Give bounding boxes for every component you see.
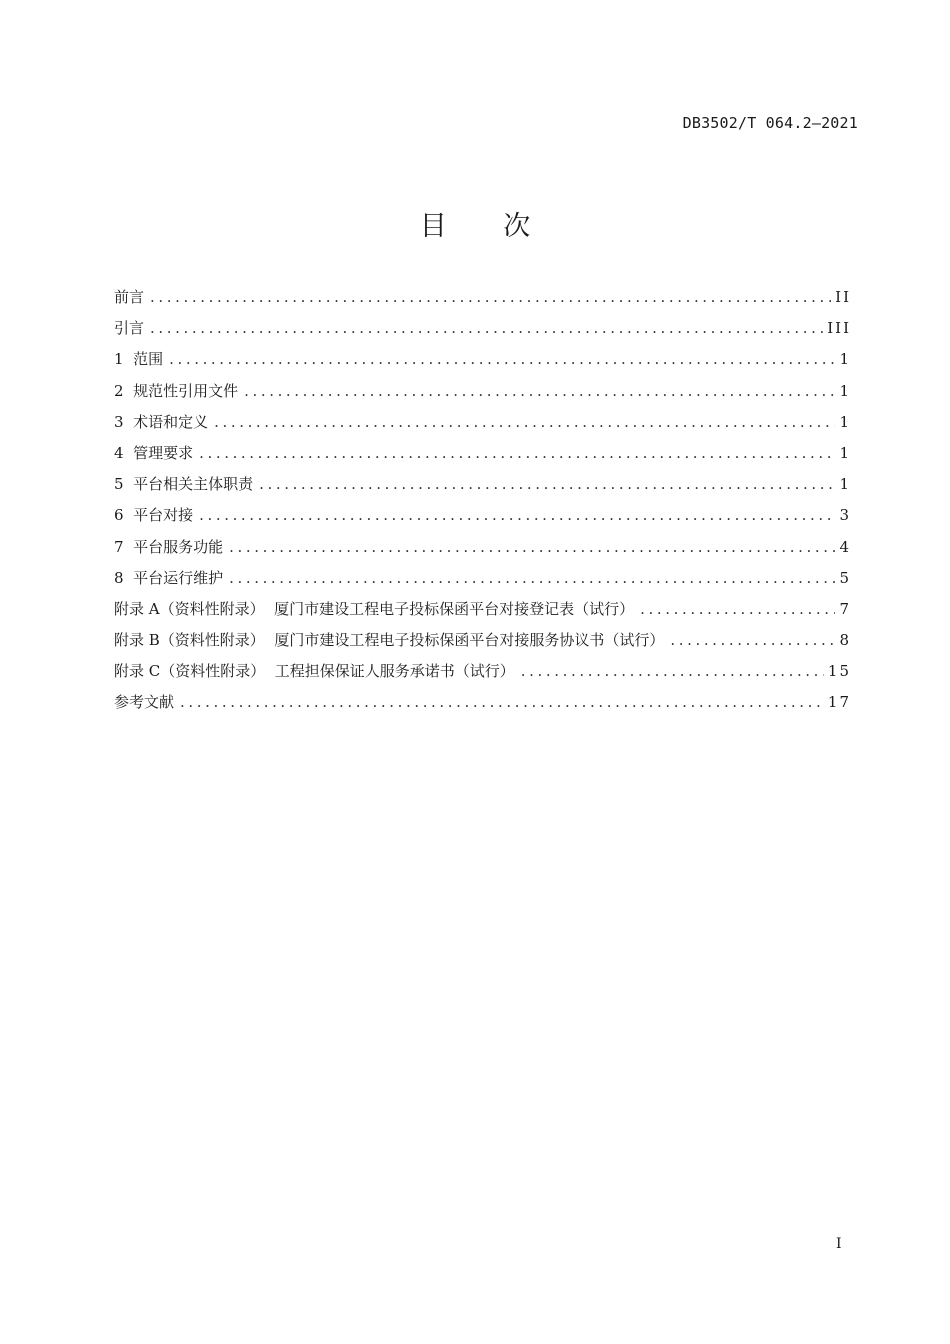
- toc-entry[interactable]: [114, 536, 851, 567]
- toc-entry-page: 1: [839, 381, 851, 400]
- toc-entry-page: 5: [839, 568, 851, 587]
- toc-entry[interactable]: [114, 411, 851, 442]
- table-of-contents: [114, 286, 851, 723]
- toc-dot-leader: [640, 600, 835, 618]
- toc-dot-leader: [670, 631, 835, 649]
- toc-entry[interactable]: [114, 317, 851, 348]
- toc-entry[interactable]: [114, 286, 851, 317]
- toc-entry-label: 参考文献: [114, 693, 175, 712]
- toc-dot-leader: [259, 475, 835, 493]
- toc-entry[interactable]: [114, 442, 851, 473]
- toc-dot-leader: [214, 413, 835, 431]
- toc-entry-page: 7: [839, 599, 851, 618]
- toc-entry-label: 3 术语和定义: [114, 412, 209, 431]
- toc-dot-leader: [244, 382, 835, 400]
- toc-entry-label: 4 管理要求: [114, 443, 194, 462]
- toc-entry[interactable]: [114, 380, 851, 411]
- toc-entry-label: 前言: [114, 288, 145, 306]
- toc-entry-label: 6 平台对接: [114, 506, 194, 525]
- toc-entry-page: 17: [827, 693, 851, 712]
- document-code: DB3502/T 064.2—2021: [682, 114, 858, 132]
- toc-entry-label: 2 规范性引用文件: [114, 381, 239, 400]
- page-number: I: [836, 1236, 842, 1252]
- toc-entry-page: 4: [839, 537, 851, 556]
- toc-entry[interactable]: [114, 567, 851, 598]
- toc-entry-label: 7 平台服务功能: [114, 537, 224, 556]
- toc-dot-leader: [229, 538, 835, 556]
- toc-entry[interactable]: [114, 504, 851, 535]
- toc-entry[interactable]: [114, 473, 851, 504]
- toc-entry-page: II: [835, 288, 851, 306]
- toc-entry[interactable]: [114, 660, 851, 691]
- toc-entry[interactable]: [114, 629, 851, 660]
- toc-entry-label: 1 范围: [114, 350, 164, 369]
- toc-dot-leader: [150, 288, 831, 306]
- toc-dot-leader: [180, 693, 824, 711]
- toc-dot-leader: [169, 350, 835, 368]
- toc-dot-leader: [199, 506, 835, 524]
- toc-title: 目 次: [419, 211, 555, 242]
- toc-entry-page: 1: [839, 412, 851, 431]
- toc-entry-label: 附录 C（资料性附录） 工程担保保证人服务承诺书（试行）: [114, 662, 515, 681]
- toc-entry[interactable]: [114, 348, 851, 379]
- toc-entry[interactable]: [114, 691, 851, 722]
- toc-entry-label: 8 平台运行维护: [114, 568, 224, 587]
- toc-entry-label: 引言: [114, 319, 145, 338]
- toc-dot-leader: [521, 662, 824, 680]
- toc-entry[interactable]: [114, 598, 851, 629]
- toc-entry-page: 1: [839, 443, 851, 462]
- toc-entry-label: 5 平台相关主体职责: [114, 475, 254, 494]
- toc-dot-leader: [199, 444, 835, 462]
- toc-entry-page: 1: [839, 475, 851, 494]
- toc-entry-label: 附录 A（资料性附录） 厦门市建设工程电子投标保函平台对接登记表（试行）: [114, 599, 635, 618]
- toc-entry-page: 1: [839, 350, 851, 369]
- toc-entry-label: 附录 B（资料性附录） 厦门市建设工程电子投标保函平台对接服务协议书（试行）: [114, 631, 665, 650]
- toc-entry-page: 3: [839, 506, 851, 525]
- toc-dot-leader: [229, 569, 835, 587]
- toc-dot-leader: [150, 319, 823, 337]
- toc-entry-page: III: [827, 319, 851, 338]
- toc-entry-page: 15: [827, 662, 851, 681]
- toc-entry-page: 8: [839, 631, 851, 650]
